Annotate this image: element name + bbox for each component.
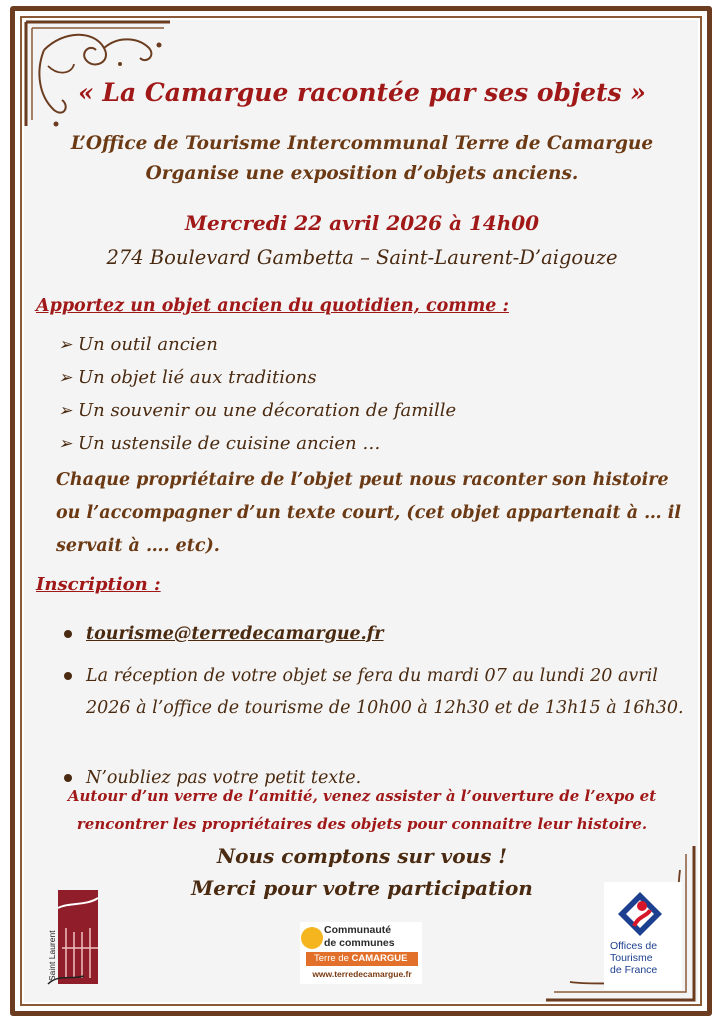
inscription-heading: Inscription : [36,574,161,595]
arrow-bullet-icon: ➢ [58,400,73,421]
list-item: ➢ Un outil ancien [58,334,218,355]
cc-camargue: CAMARGUE [351,953,408,964]
communaute-communes-logo [300,922,422,984]
organizer-line-1: L’Office de Tourisme Intercommunal Terre de Camargue [70,133,654,154]
cc-url: www.terredecamargue.fr [312,969,412,979]
offices-tourisme-emblem-icon [604,886,682,942]
bullet-dot-icon [64,774,72,782]
reception-text: La réception de votre objet se fera du mardi 07 au lundi 20 avril 2026 à l’office de tourisme de 10h00 à 12h30 et de 13h15 à 16h30. [86,666,684,718]
arrow-bullet-icon: ➢ [58,433,73,454]
cc-line-2: de communes [324,937,395,949]
offices-tourisme-logo [604,882,682,990]
list-item: ➢ Un souvenir ou une décoration de famille [58,400,457,421]
story-paragraph: Chaque propriétaire de l’objet peut nous raconter son histoire ou l’accompagner d’un texte court, (cet objet appartenait à … il servait à …. etc). [56,470,682,556]
page-title: « La Camargue racontée par ses objets » [78,78,646,107]
offices-tourisme-label: Offices de Tourisme de France [610,940,658,976]
object-list [58,328,456,460]
inscription-list [62,618,684,794]
friendship-line-2: rencontrer les propriétaires des objets pour connaitre leur histoire. [76,815,648,833]
event-date: Mercredi 22 avril 2026 à 14h00 [184,211,540,235]
cc-band [306,952,418,966]
cc-terre: Terre de [314,953,349,964]
event-address: 274 Boulevard Gambetta – Saint-Laurent-D’aigouze [106,246,618,269]
bring-heading: Apportez un objet ancien du quotidien, comme : [36,296,509,316]
organizer-line-2: Organise une exposition d’objets anciens. [145,163,579,184]
saint-laurent-label: Saint Laurent [47,930,57,981]
arrow-bullet-icon: ➢ [58,367,73,388]
thanks-line: Merci pour votre participation [191,876,533,900]
friendship-line-1: Autour d’un verre de l’amitié, venez assister à l’ouverture de l’expo et [67,787,657,805]
cc-line-1: Communauté [324,924,392,936]
bullet-dot-icon [64,630,72,638]
email-link[interactable]: tourisme@terredecamargue.fr [86,624,384,644]
list-item [62,618,684,650]
arrow-bullet-icon: ➢ [58,334,73,355]
list-item: ➢ Un ustensile de cuisine ancien … [58,433,381,454]
count-on-you: Nous comptons sur vous ! [216,844,508,868]
ornament-top-left-icon [24,20,174,130]
bullet-dot-icon [64,672,72,680]
list-item [62,660,684,756]
saint-laurent-logo [44,888,100,988]
reminder-text: N’oubliez pas votre petit texte. [86,768,362,788]
list-item: ➢ Un objet lié aux traditions [58,367,317,388]
